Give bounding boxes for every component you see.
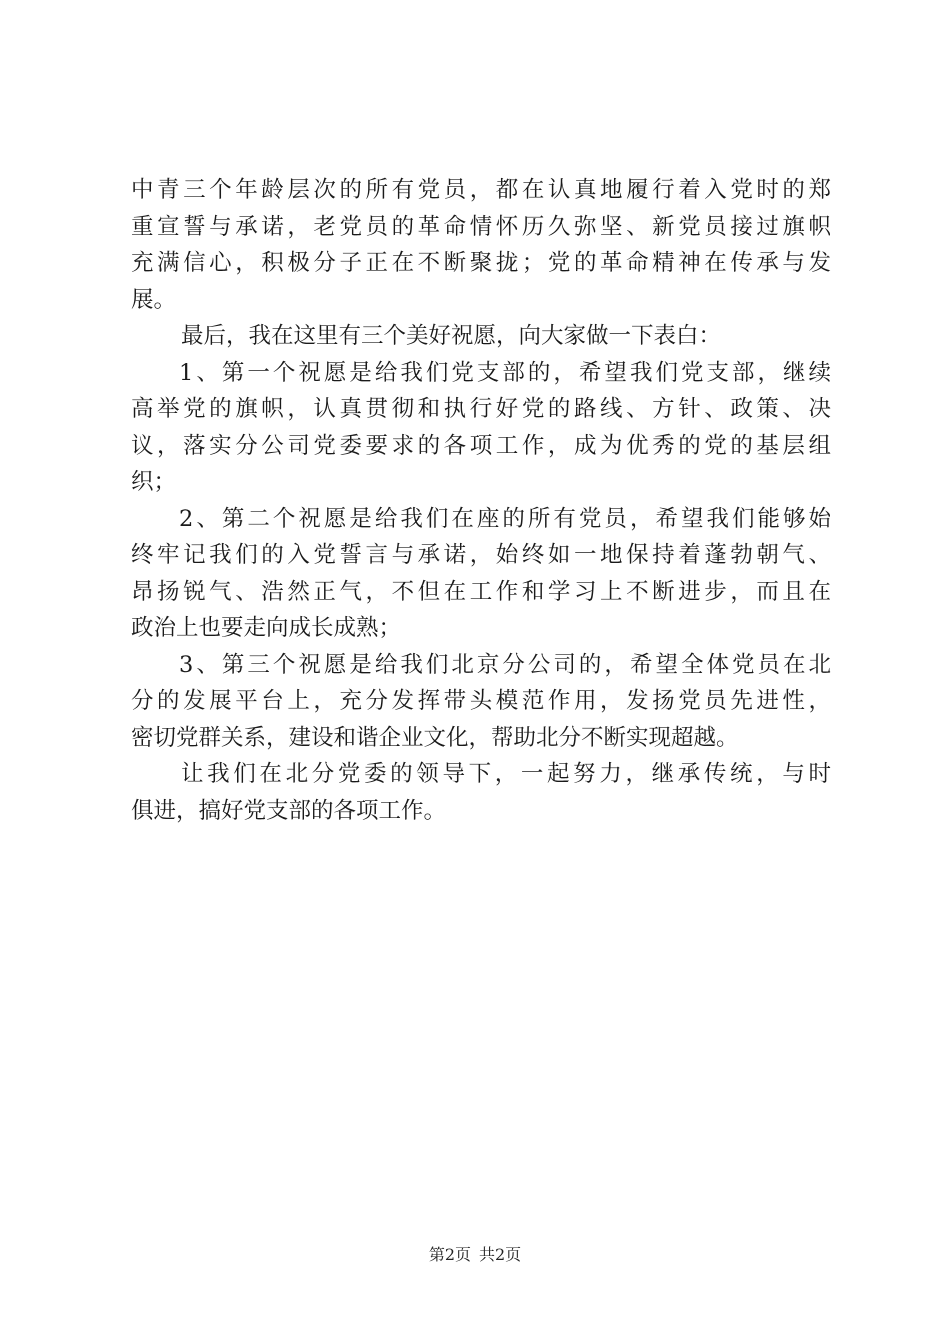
text-line: 让我们在北分党委的领导下，一起努力，继承传统，与时 — [181, 761, 831, 787]
text-line: 中青三个年龄层次的所有党员，都在认真地履行着入党时的郑 — [131, 177, 831, 203]
text-line: 昂扬锐气、浩然正气，不但在工作和学习上不断进步，而且在 — [131, 578, 831, 605]
text-line: 俱进，搞好党支部的各项工作。 — [131, 797, 447, 824]
text-line: 1、第一个祝愿是给我们党支部的，希望我们党支部，继续 — [179, 359, 831, 386]
text-line: 密切党群关系，建设和谐企业文化，帮助北分不断实现超越。 — [131, 724, 739, 751]
page-total: 共2页 — [479, 1245, 522, 1264]
page-footer — [0, 1244, 950, 1266]
text-line: 最后，我在这里有三个美好祝愿，向大家做一下表白： — [181, 323, 722, 349]
text-line: 织； — [131, 469, 177, 495]
text-line: 充满信心，积极分子正在不断聚拢；党的革命精神在传承与发 — [131, 250, 831, 276]
document-body — [131, 172, 831, 829]
text-line: 高举党的旗帜，认真贯彻和执行好党的路线、方针、政策、决 — [131, 396, 831, 422]
text-line: 2、第二个祝愿是给我们在座的所有党员，希望我们能够始 — [179, 505, 831, 532]
page-number: 第2页 — [428, 1245, 471, 1264]
text-line: 3、第三个祝愿是给我们北京分公司的，希望全体党员在北 — [179, 651, 831, 678]
text-line: 政治上也要走向成长成熟； — [131, 615, 402, 641]
text-line: 终牢记我们的入党誓言与承诺，始终如一地保持着蓬勃朝气、 — [131, 542, 831, 568]
text-line: 议，落实分公司党委要求的各项工作，成为优秀的党的基层组 — [131, 432, 831, 459]
text-line: 分的发展平台上，充分发挥带头模范作用，发扬党员先进性， — [131, 688, 831, 714]
text-line: 重宣誓与承诺，老党员的革命情怀历久弥坚、新党员接过旗帜 — [131, 213, 831, 240]
text-line: 展。 — [131, 286, 177, 313]
